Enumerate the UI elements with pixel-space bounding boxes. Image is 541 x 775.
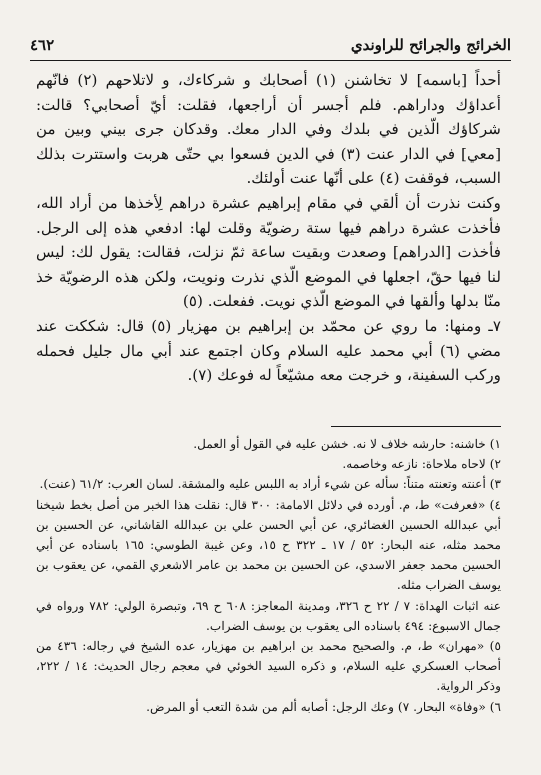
main-text bbox=[36, 68, 501, 388]
running-title: الخرائج والجرائح للراوندي bbox=[350, 36, 511, 54]
footnote: ٤) «فعرفت» ط، م. أورده في دلائل الامامة: ٣٠٠ قال: نقلت هذا الخبر من أصل بخط شيخنا أبي عبدالله الحسين الغضائري، عن أبي الحسن علي بن عبدالله القاشاني، عن الحسين بن محمد مثله، عنه البحار: ٥٢ / ١٧ ـ ٣٢٢ ح ١٥، وعن غيبة الطوسي: ١٦٥ باسناده عن أبي الحسين محمد جعفر الاسدي، عن الحسين بن محمد بن عامر الاشعري القمي، عن يعقوب بن يوسف الضراب مثله. bbox=[36, 497, 501, 593]
footnote-divider bbox=[331, 426, 501, 427]
footnote: ٣) أعنته وتعنته متناً: سأله عن شيء أراد به اللبس عليه والمشقة. لسان العرب: ٦١/٢ (عنت). bbox=[39, 477, 501, 492]
footnote: عنه اثبات الهداة: ٧ / ٢٢ ح ٣٢٦، ومدينة المعاجز: ٦٠٨ ح ٦٩، وتبصرة الولي: ٧٨٢ ورواه في جمال الاسبوع: ٤٩٤ باسناده الى يعقوب بن يوسف الضراب. bbox=[36, 598, 501, 633]
footnote: ١) خاشنه: حارشه خلاف لا نه. خشن عليه في القول أو العمل. bbox=[193, 437, 501, 451]
paragraph: ٧ـ ومنها: ما روي عن محمّد بن إبراهيم بن مهزيار (٥) قال: شككت عند مضي (٦) أبي محمد عليه السلام وكان اجتمع عند أبي مال جليل فحمله وركب السفينة، و خرجت معه مشيّعاً له فوعك (٧). bbox=[36, 316, 502, 385]
footnote: ٢) لاحاه ملاحاة: نازعه وخاصمه. bbox=[342, 457, 501, 472]
paragraph: وكنت نذرت أن ألقي في مقام إبراهيم عشرة دراهم لِأخذها من أراد الله، فأخذت عشرة دراهم فيها ستة رضويّة وقلت لها: ادفعي هذه إلى الرجل. فأخذت [الدراهم] وصعدت وبقيت ساعة ثمّ نزلت، فقالت: يقول لك: ليس لنا فيها حقّ، اجعلها في الموضع الّذي نذرت ونويت، ولكن هذه الرضويّة خذ منّا بدلها وألقها في الموضع الّذي نويت. ففعلت. (٥) bbox=[36, 193, 501, 311]
header-rule bbox=[30, 60, 511, 61]
footnote: ٥) «مهران» ط، م. والصحيح محمد بن ابراهيم بن مهزيار، عده الشيخ في رجاله: ٤٣٦ من أصحاب العسكري عليه السلام، و ذكره السيد الخوئي في معجم رجال الحديث: ١٤ / ٢٢٢، وذكر الرواية. bbox=[36, 639, 501, 694]
footnote: ٦) «وفاة» البحار. ٧) وعك الرجل: أصابه ألم من شدة التعب أو المرض. bbox=[146, 699, 501, 714]
page-number: ٤٦٢ bbox=[30, 36, 55, 54]
paragraph: أحداً [باسمه] لا تخاشنن (١) أصحابك و شركاءك، و لاتلاحهم (٢) فانّهم أعداؤك وداراهم. فلم أجسر أن أراجعها، فقلت: أيّ أصحابي؟ قالت: شركاؤك الّذين في بلدك وفي الدار معك. وقدكان جرى بيني وبين من [معي] في الدار عنت (٣) في الدين فسعوا بي حتّى هربت واستترت بذلك السبب، فوقفت (٤) على أنّها عنت أولئك. bbox=[36, 71, 502, 188]
page-header bbox=[30, 32, 511, 58]
footnotes bbox=[36, 434, 501, 717]
